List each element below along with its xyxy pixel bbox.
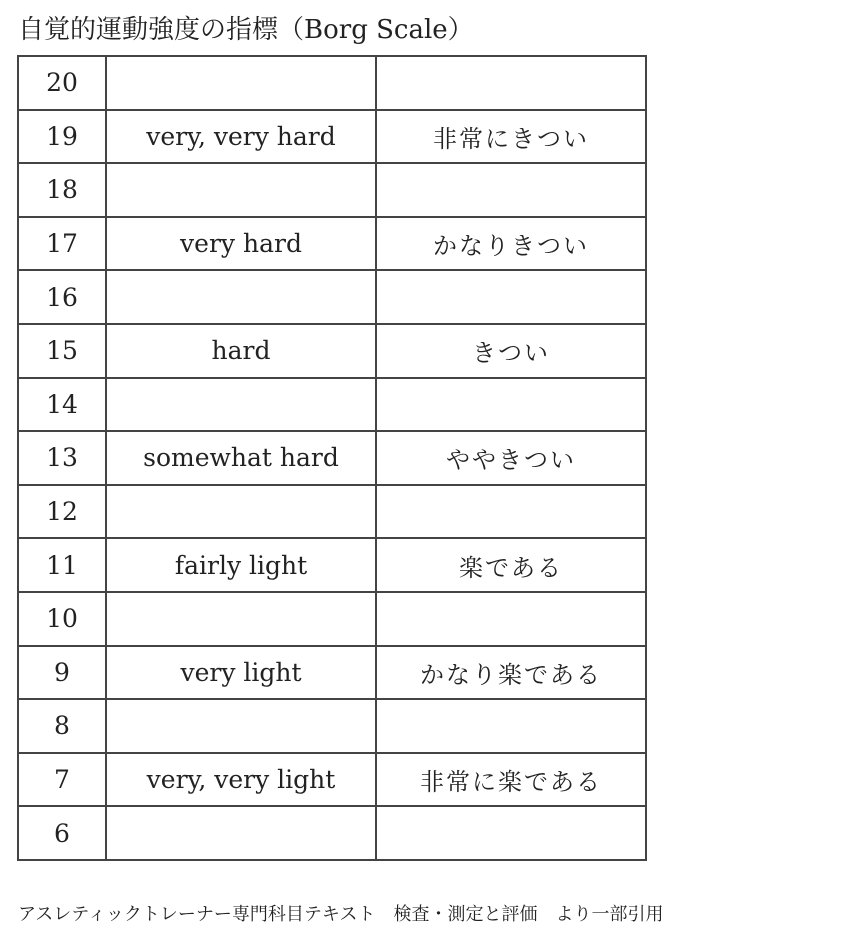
english-label: fairly light xyxy=(106,538,376,592)
scale-value: 13 xyxy=(18,431,106,485)
english-label: very light xyxy=(106,646,376,700)
japanese-label xyxy=(376,56,646,110)
scale-value: 19 xyxy=(18,110,106,164)
borg-scale-table xyxy=(17,55,647,861)
japanese-label xyxy=(376,806,646,860)
scale-value: 10 xyxy=(18,592,106,646)
english-label: hard xyxy=(106,324,376,378)
english-label xyxy=(106,806,376,860)
japanese-label xyxy=(376,592,646,646)
japanese-label: ややきつい xyxy=(376,431,646,485)
scale-value: 15 xyxy=(18,324,106,378)
english-label: very, very light xyxy=(106,753,376,807)
source-note: アスレティックトレーナー専門科目テキスト 検査・測定と評価 より一部引用 xyxy=(18,904,664,925)
japanese-label: きつい xyxy=(376,324,646,378)
scale-value: 7 xyxy=(18,753,106,807)
english-label xyxy=(106,163,376,217)
table-row xyxy=(18,56,646,110)
table-row xyxy=(18,806,646,860)
english-label: somewhat hard xyxy=(106,431,376,485)
scale-value: 18 xyxy=(18,163,106,217)
scale-value: 20 xyxy=(18,56,106,110)
japanese-label: 非常にきつい xyxy=(376,110,646,164)
table-row xyxy=(18,217,646,271)
english-label xyxy=(106,485,376,539)
english-label: very hard xyxy=(106,217,376,271)
scale-value: 14 xyxy=(18,378,106,432)
scale-value: 6 xyxy=(18,806,106,860)
japanese-label xyxy=(376,378,646,432)
table-row xyxy=(18,270,646,324)
scale-value: 9 xyxy=(18,646,106,700)
table-row xyxy=(18,538,646,592)
table-row xyxy=(18,324,646,378)
japanese-label: 非常に楽である xyxy=(376,753,646,807)
english-label: very, very hard xyxy=(106,110,376,164)
scale-value: 11 xyxy=(18,538,106,592)
japanese-label: かなり楽である xyxy=(376,646,646,700)
scale-value: 8 xyxy=(18,699,106,753)
scale-value: 12 xyxy=(18,485,106,539)
table-row xyxy=(18,699,646,753)
japanese-label xyxy=(376,163,646,217)
table-row xyxy=(18,431,646,485)
scale-value: 16 xyxy=(18,270,106,324)
english-label xyxy=(106,56,376,110)
scale-value: 17 xyxy=(18,217,106,271)
page-title: 自覚的運動強度の指標（Borg Scale） xyxy=(18,15,474,45)
english-label xyxy=(106,592,376,646)
english-label xyxy=(106,699,376,753)
japanese-label xyxy=(376,270,646,324)
table-row xyxy=(18,485,646,539)
english-label xyxy=(106,270,376,324)
table-row xyxy=(18,378,646,432)
japanese-label xyxy=(376,699,646,753)
table-row xyxy=(18,592,646,646)
english-label xyxy=(106,378,376,432)
japanese-label xyxy=(376,485,646,539)
japanese-label: 楽である xyxy=(376,538,646,592)
japanese-label: かなりきつい xyxy=(376,217,646,271)
table-row xyxy=(18,646,646,700)
table-row xyxy=(18,163,646,217)
table-row xyxy=(18,110,646,164)
table-row xyxy=(18,753,646,807)
